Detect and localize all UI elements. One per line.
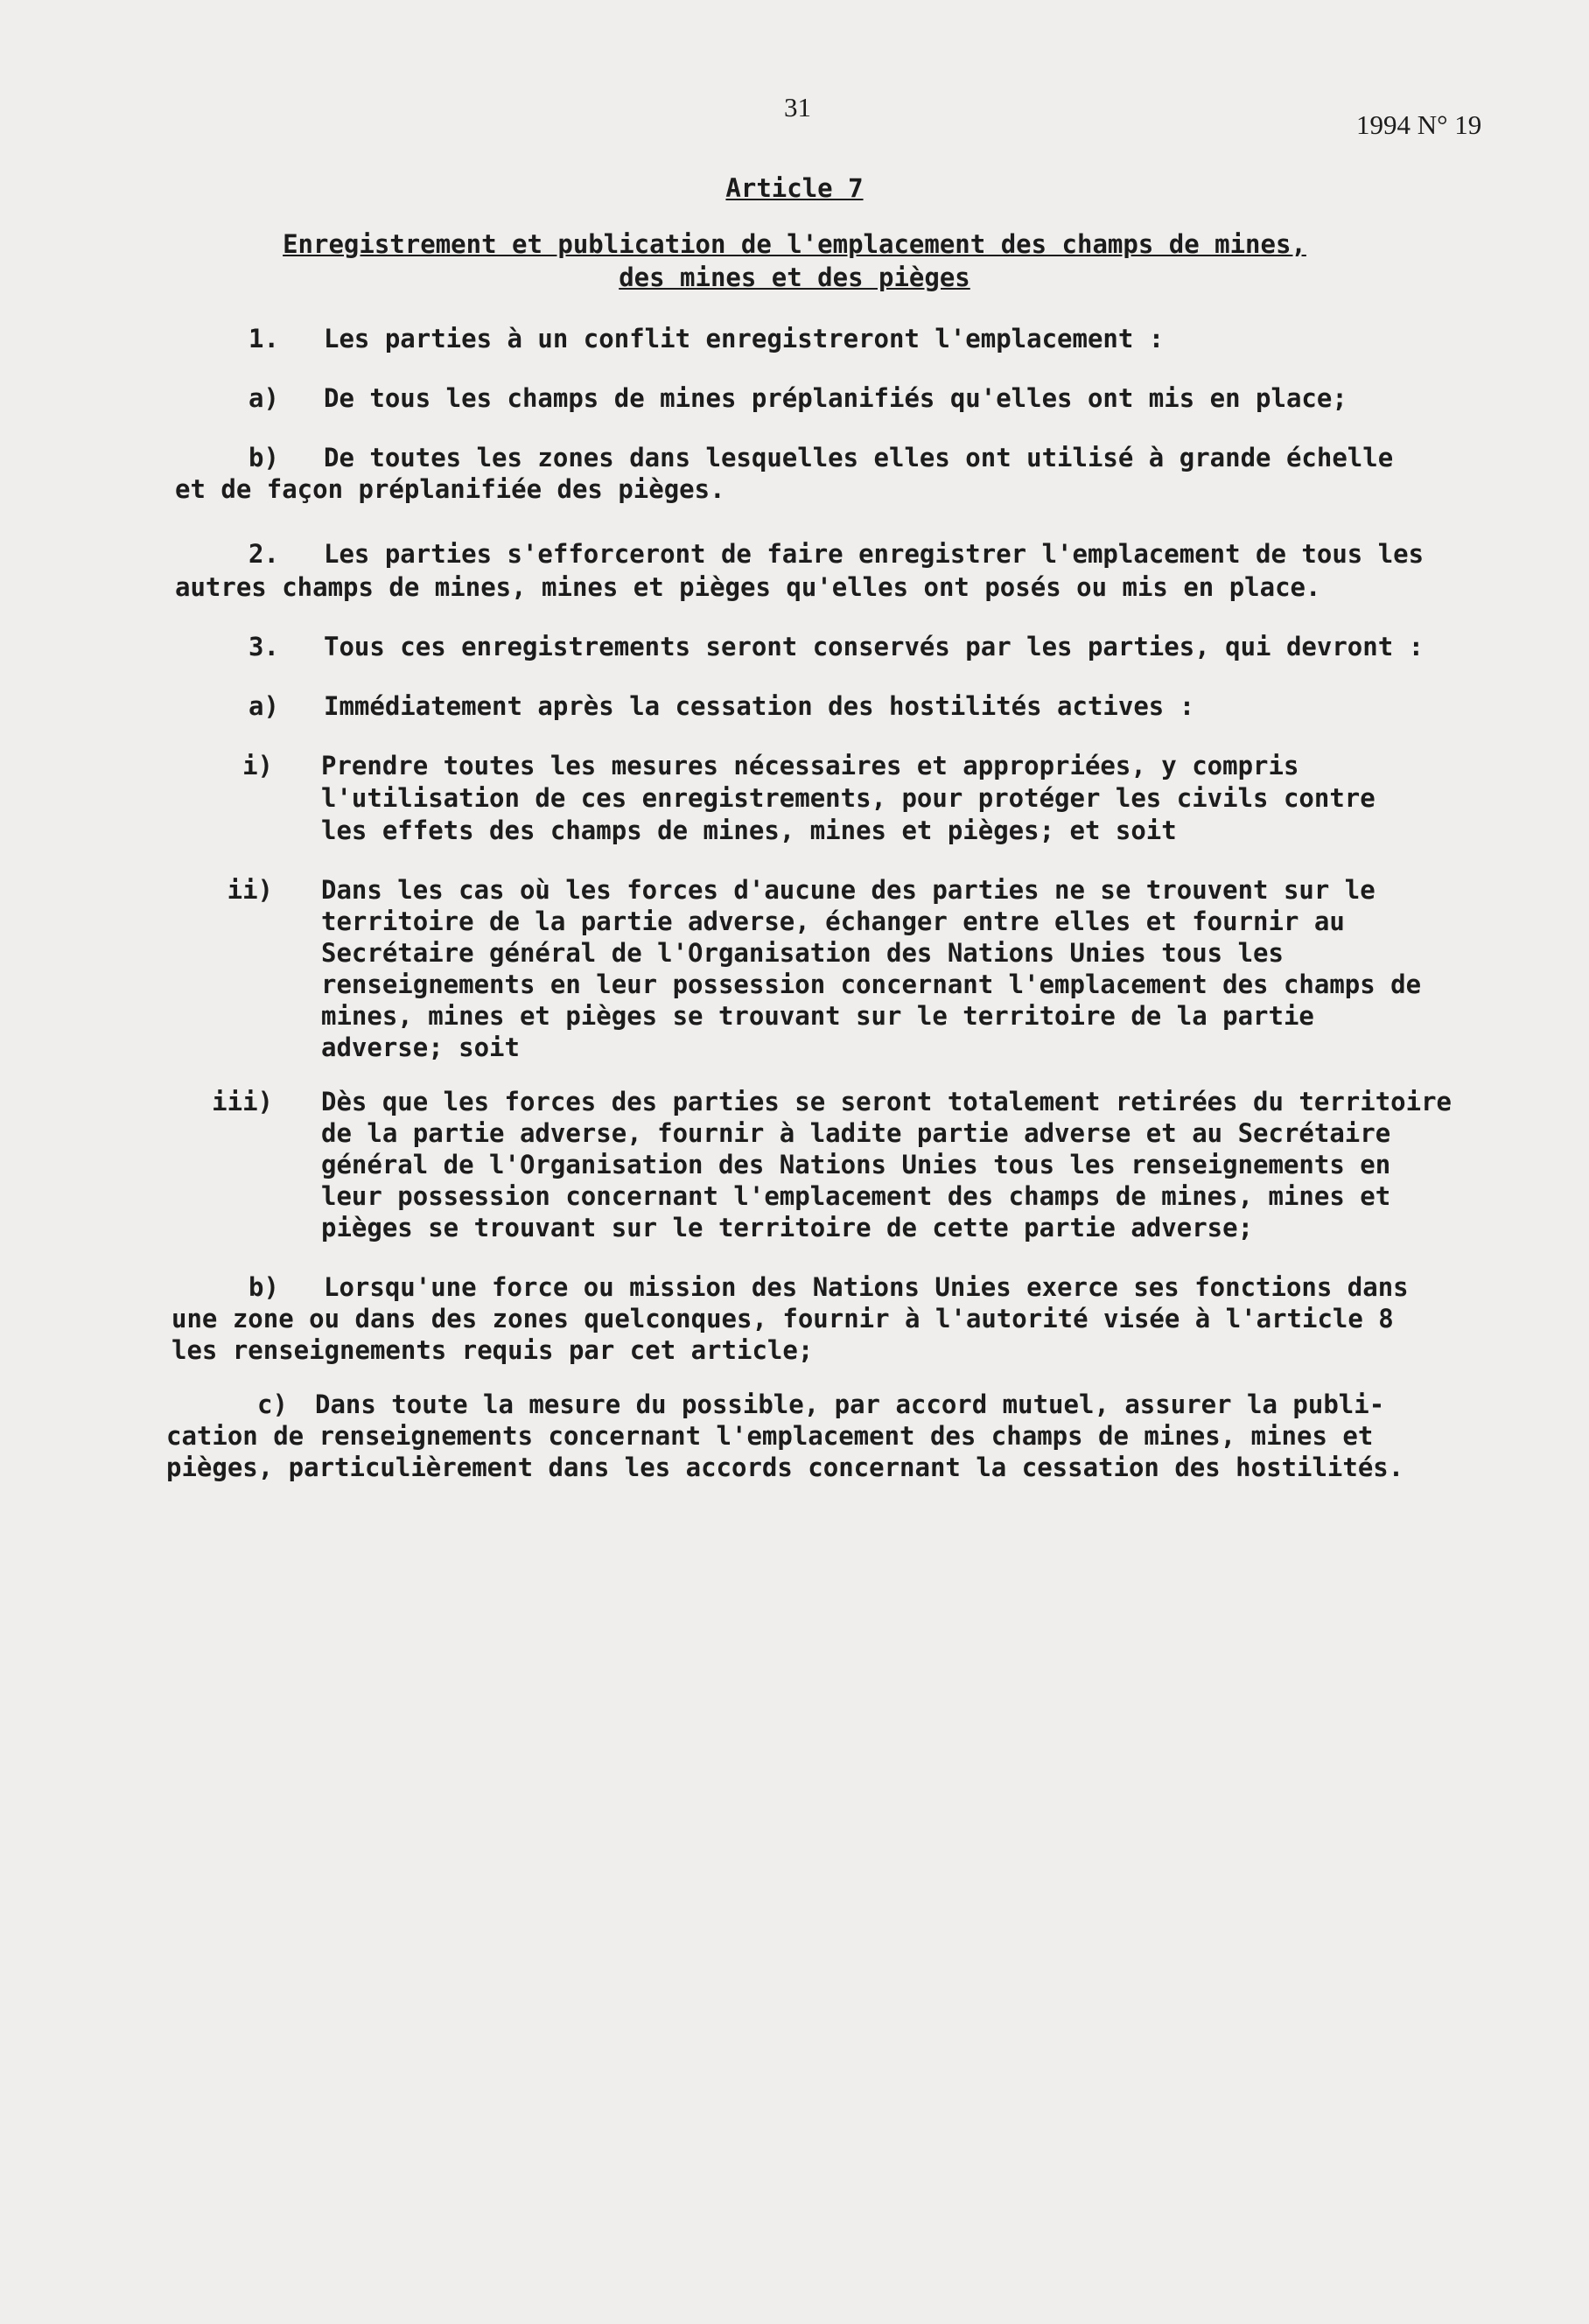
- subitem-text: pièges se trouvant sur le territoire de cette partie adverse;: [321, 1213, 1254, 1242]
- subitem-text: l'utilisation de ces enregistrements, pour protéger les civils contre: [321, 783, 1376, 813]
- paragraph-text: les renseignements requis par cet article;: [172, 1335, 814, 1365]
- paragraph-label: a): [248, 383, 279, 413]
- article-title: Article 7: [725, 173, 864, 203]
- subitem-text: renseignements en leur possession concernant l'emplacement des champs de: [321, 970, 1422, 999]
- subitem-text: mines, mines et pièges se trouvant sur le territoire de la partie: [321, 1001, 1314, 1031]
- article-subtitle: [0, 228, 1589, 294]
- paragraph-text: Immédiatement après la cessation des hostilités actives :: [324, 691, 1195, 721]
- subitem-label: iii): [212, 1087, 273, 1116]
- page-number: 31: [784, 92, 811, 122]
- paragraph-text: Les parties à un conflit enregistreront l'emplacement :: [324, 324, 1165, 354]
- paragraph-text: une zone ou dans des zones quelconques, fournir à l'autorité visée à l'article 8: [172, 1304, 1394, 1334]
- paragraph-label: 1.: [248, 324, 279, 354]
- paragraph-label: c): [257, 1390, 288, 1419]
- subitem-text: territoire de la partie adverse, échanger entre elles et fournir au: [321, 906, 1345, 936]
- subitem-label: i): [242, 751, 273, 780]
- paragraph-text: De tous les champs de mines préplanifiés qu'elles ont mis en place;: [324, 383, 1348, 413]
- subitem-text: Secrétaire général de l'Organisation des Nations Unies tous les: [321, 938, 1284, 968]
- paragraph-text: Dans toute la mesure du possible, par accord mutuel, assurer la publi-: [315, 1390, 1385, 1419]
- subitem-text: Prendre toutes les mesures nécessaires et appropriées, y compris: [321, 751, 1299, 780]
- paragraph-text: et de façon préplanifiée des pièges.: [175, 474, 725, 504]
- paragraph-text: cation de renseignements concernant l'emplacement des champs de mines, mines et: [166, 1421, 1374, 1451]
- paragraph-text: Lorsqu'une force ou mission des Nations Unies exerce ses fonctions dans: [324, 1272, 1409, 1302]
- paragraph-text: autres champs de mines, mines et pièges qu'elles ont posés ou mis en place.: [175, 572, 1321, 602]
- document-reference: 1994 N° 19: [1356, 109, 1482, 140]
- subitem-text: de la partie adverse, fournir à ladite partie adverse et au Secrétaire: [321, 1118, 1391, 1148]
- paragraph-text: pièges, particulièrement dans les accords concernant la cessation des hostilités.: [166, 1452, 1404, 1482]
- paragraph-label: 2.: [248, 539, 279, 569]
- paragraph-label: b): [248, 1272, 279, 1302]
- paragraph-text: De toutes les zones dans lesquelles elles ont utilisé à grande échelle: [324, 443, 1394, 472]
- paragraph-text: Les parties s'efforceront de faire enregistrer l'emplacement de tous les: [324, 539, 1424, 569]
- paragraph-label: b): [248, 443, 279, 472]
- paragraph-text: Tous ces enregistrements seront conservés par les parties, qui devront :: [324, 632, 1424, 662]
- subitem-label: ii): [227, 875, 273, 905]
- subitem-text: les effets des champs de mines, mines et pièges; et soit: [321, 816, 1177, 845]
- subtitle-line: des mines et des pièges: [619, 262, 970, 292]
- subitem-text: Dès que les forces des parties se seront totalement retirées du territoire: [321, 1087, 1452, 1116]
- paragraph-label: 3.: [248, 632, 279, 662]
- subitem-text: général de l'Organisation des Nations Unies tous les renseignements en: [321, 1150, 1391, 1180]
- subitem-text: Dans les cas où les forces d'aucune des parties ne se trouvent sur le: [321, 875, 1376, 905]
- subtitle-line: Enregistrement et publication de l'emplacement des champs de mines,: [283, 229, 1306, 259]
- paragraph-label: a): [248, 691, 279, 721]
- subitem-text: adverse; soit: [321, 1032, 520, 1062]
- subitem-text: leur possession concernant l'emplacement des champs de mines, mines et: [321, 1181, 1391, 1211]
